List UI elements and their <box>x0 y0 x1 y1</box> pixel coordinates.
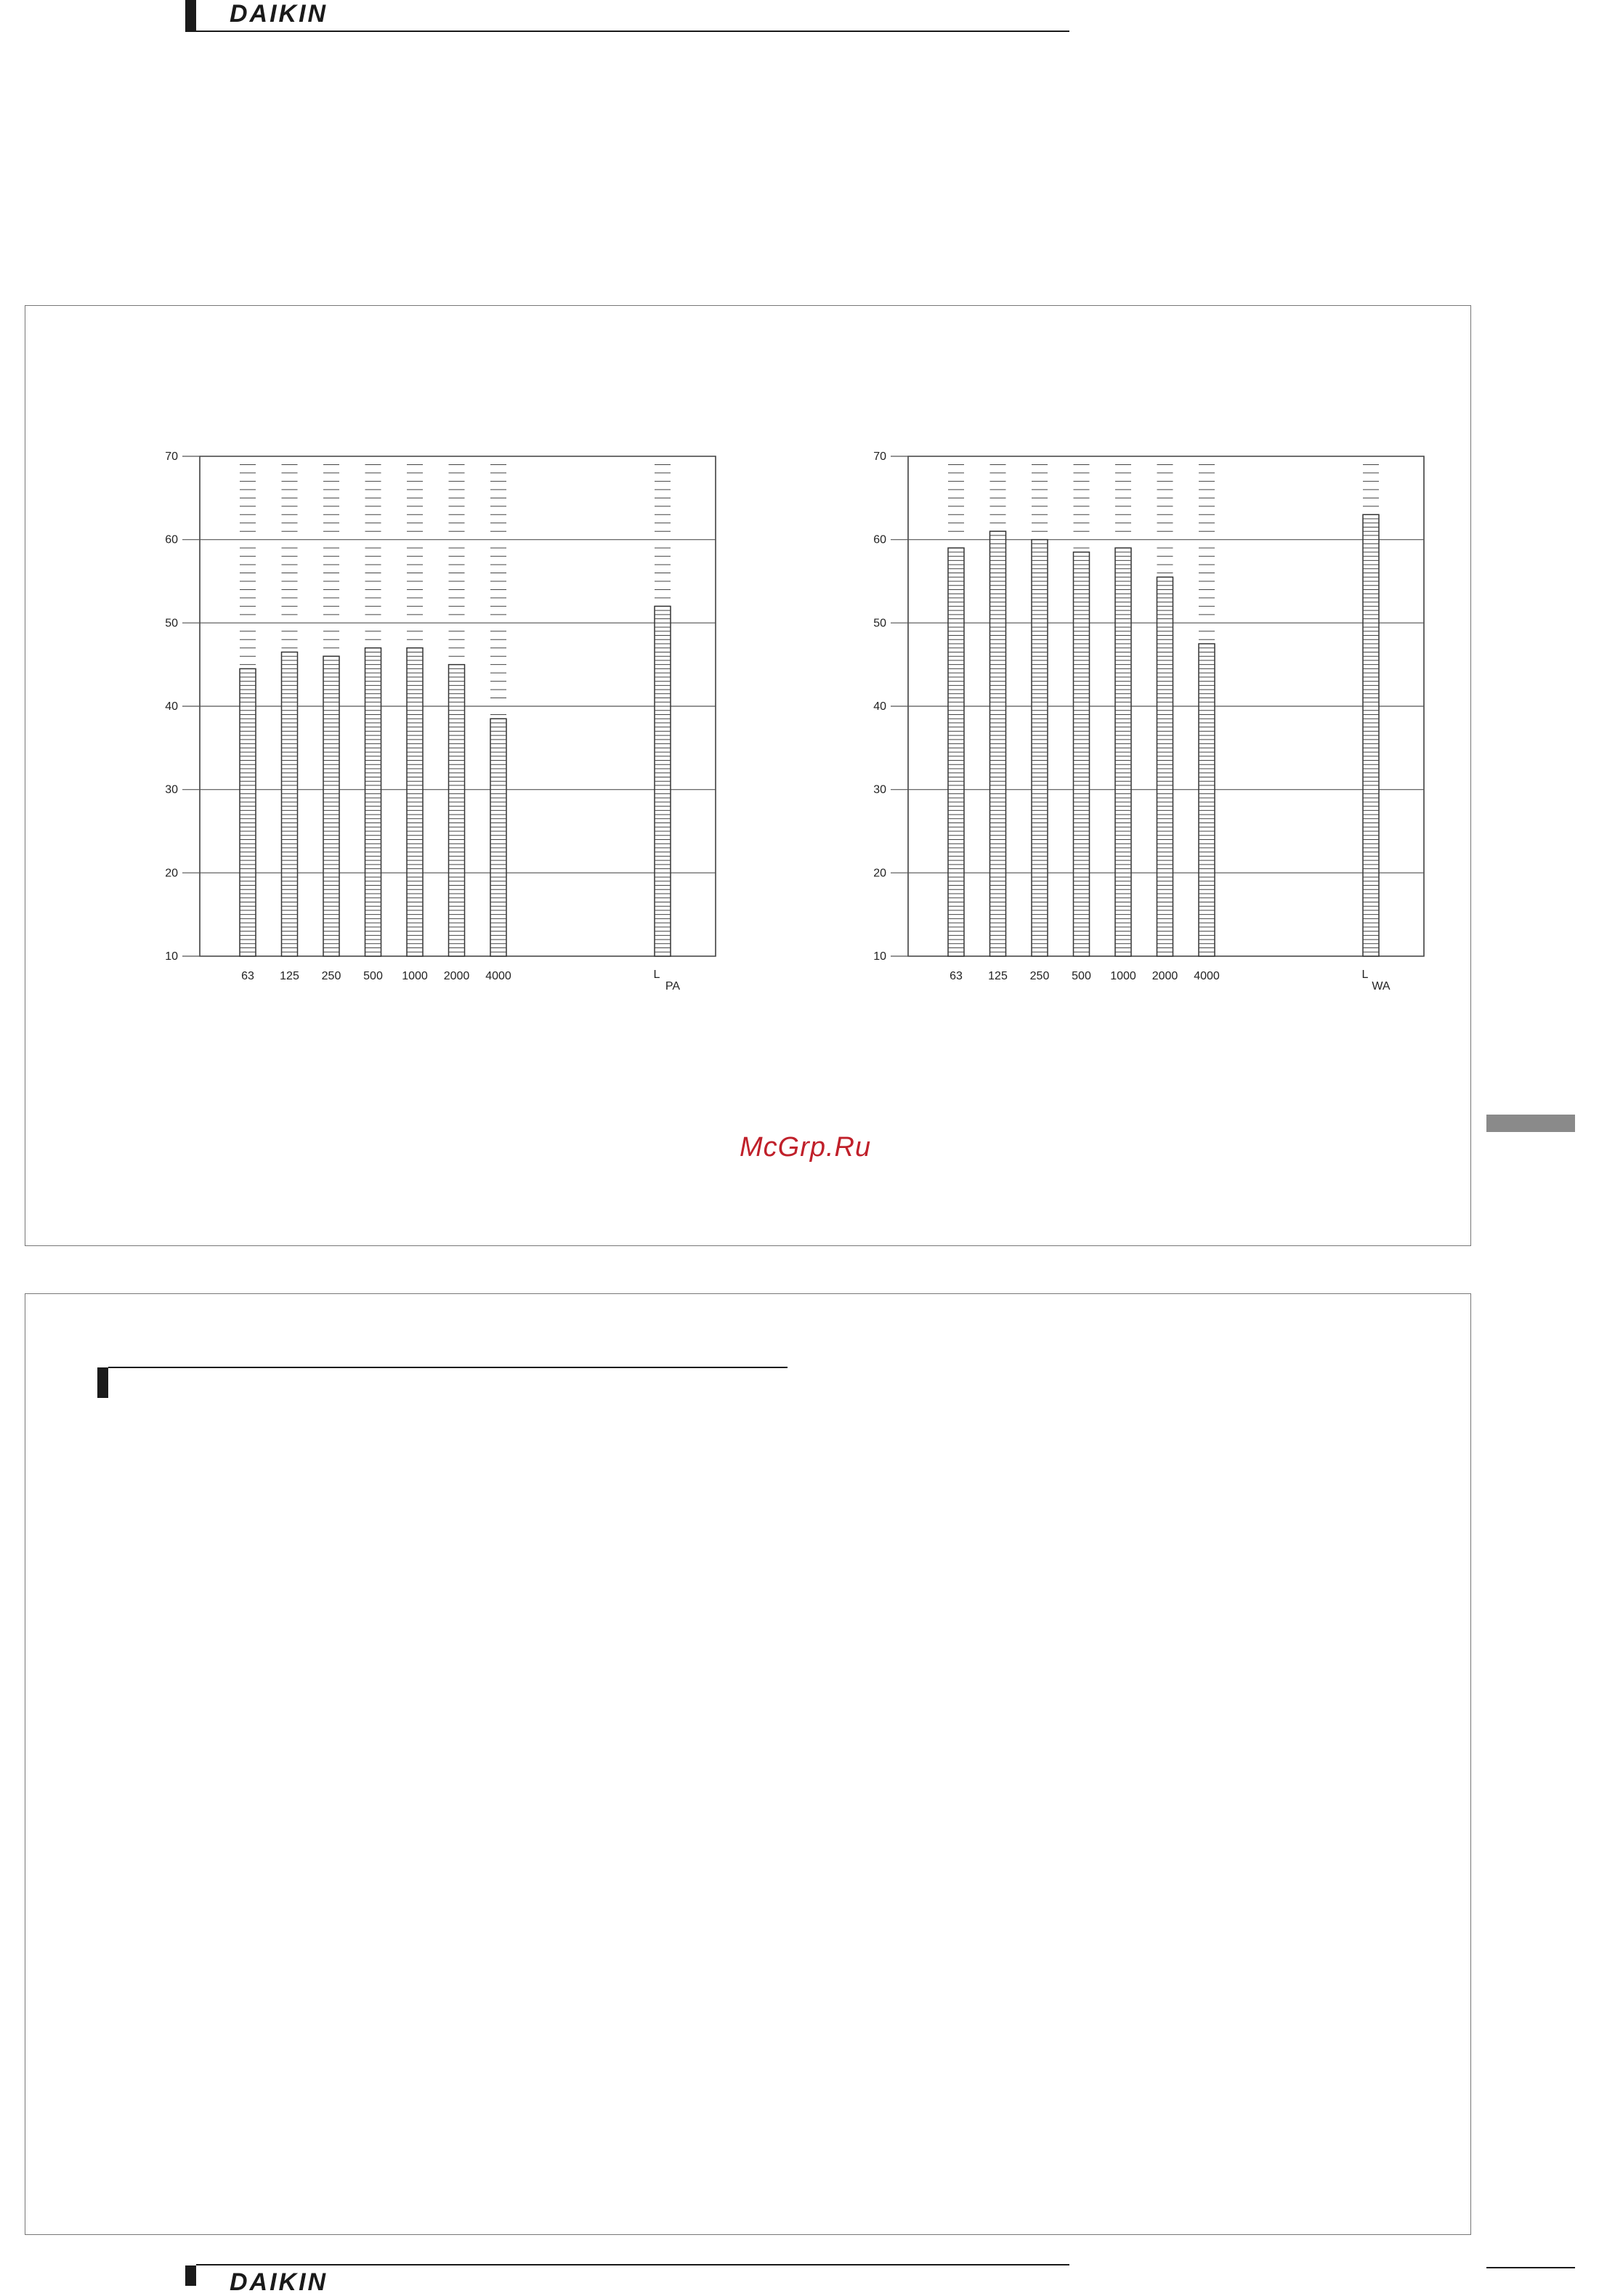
sound-pressure-chart <box>145 436 741 1003</box>
x-tick-label: 500 <box>363 970 383 982</box>
y-tick-label: 40 <box>165 700 178 713</box>
y-tick-label: 30 <box>873 783 886 796</box>
header-logo-bar <box>185 0 196 32</box>
bar <box>1157 577 1173 956</box>
watermark: McGrp.Ru <box>740 1132 872 1163</box>
header-rule <box>196 31 1069 32</box>
x-tick-label: 1000 <box>1110 970 1136 982</box>
y-tick-label: 20 <box>165 867 178 880</box>
y-tick-label: 40 <box>873 700 886 713</box>
x-tick-label: 125 <box>988 970 1008 982</box>
x-tick-label: L <box>1361 969 1369 981</box>
y-tick-label: 30 <box>165 783 178 796</box>
y-tick-label: 50 <box>165 617 178 630</box>
section-heading-rule <box>108 1367 788 1368</box>
x-tick-label: 2000 <box>443 970 470 982</box>
y-tick-label: 70 <box>165 450 178 463</box>
footer-logo-bar <box>185 2265 196 2286</box>
x-tick-label: L <box>653 969 660 981</box>
y-tick-label: 10 <box>873 950 886 963</box>
section-heading-marker <box>97 1367 108 1398</box>
x-tick-label: 63 <box>950 970 963 982</box>
bar <box>240 668 256 956</box>
y-tick-label: 60 <box>873 533 886 546</box>
x-tick-label: 250 <box>321 970 341 982</box>
x-tick-label: 1000 <box>402 970 428 982</box>
x-tick-label-subscript: PA <box>665 980 681 993</box>
x-tick-label: 125 <box>280 970 299 982</box>
x-tick-label: 500 <box>1072 970 1091 982</box>
bar <box>1199 644 1215 956</box>
x-tick-label: 250 <box>1029 970 1050 982</box>
y-tick-label: 50 <box>873 617 886 630</box>
x-tick-label: 63 <box>241 970 254 982</box>
bar <box>490 719 506 956</box>
section-side-tab <box>1486 1115 1575 1132</box>
y-tick-label: 70 <box>873 450 886 463</box>
footer-brand-logo: DAIKIN <box>230 2268 328 2296</box>
footer-rule <box>196 2264 1069 2265</box>
x-tick-label: 2000 <box>1151 970 1178 982</box>
x-tick-label: 4000 <box>485 970 511 982</box>
content-panel <box>25 1293 1471 2235</box>
y-tick-label: 60 <box>165 533 178 546</box>
bar <box>1074 552 1090 956</box>
y-tick-label: 20 <box>873 867 886 880</box>
x-tick-label: 4000 <box>1194 970 1220 982</box>
y-tick-label: 10 <box>165 950 178 963</box>
header-brand-logo: DAIKIN <box>230 0 328 28</box>
sound-power-chart <box>854 436 1449 1003</box>
x-tick-label-subscript: WA <box>1372 980 1391 993</box>
footer-rule-right <box>1486 2267 1575 2268</box>
